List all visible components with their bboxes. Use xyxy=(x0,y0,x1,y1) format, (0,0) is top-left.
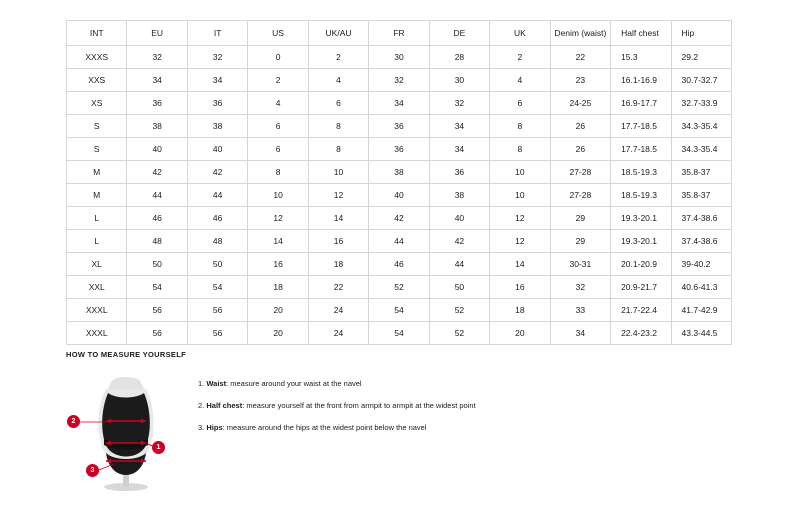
badge-hips: 3 xyxy=(86,464,99,477)
table-cell: 17.7-18.5 xyxy=(611,115,671,138)
table-row xyxy=(67,92,732,115)
mannequin-illustration xyxy=(66,369,186,494)
table-cell: 8 xyxy=(248,161,308,184)
table-row xyxy=(67,322,732,345)
table-cell: 0 xyxy=(248,46,308,69)
measure-note-term: Half chest xyxy=(206,401,243,410)
table-cell: 40 xyxy=(369,184,429,207)
table-cell: 50 xyxy=(187,253,247,276)
table-cell: 8 xyxy=(308,138,368,161)
table-cell: 18.5-19.3 xyxy=(611,184,671,207)
table-cell: 52 xyxy=(429,299,489,322)
table-cell: 32 xyxy=(127,46,187,69)
table-cell: 8 xyxy=(308,115,368,138)
table-cell: 30 xyxy=(429,69,489,92)
table-cell: 24 xyxy=(308,299,368,322)
table-row xyxy=(67,253,732,276)
table-cell: 18 xyxy=(490,299,550,322)
table-cell: 22 xyxy=(550,46,610,69)
table-row xyxy=(67,161,732,184)
table-header-fr: FR xyxy=(369,21,429,46)
table-cell: 34 xyxy=(550,322,610,345)
table-cell: 43.3-44.5 xyxy=(671,322,731,345)
table-cell: 2 xyxy=(308,46,368,69)
table-cell: 16 xyxy=(490,276,550,299)
table-cell: 6 xyxy=(248,115,308,138)
table-cell: 39-40.2 xyxy=(671,253,731,276)
table-cell: 20.9-21.7 xyxy=(611,276,671,299)
table-cell: 34 xyxy=(369,92,429,115)
table-cell: M xyxy=(67,184,127,207)
measure-note-index: 2. xyxy=(198,401,205,410)
table-cell: 34 xyxy=(429,115,489,138)
table-cell: XL xyxy=(67,253,127,276)
measure-notes xyxy=(198,369,476,445)
badge-half-chest: 2 xyxy=(67,415,80,428)
table-header-hip: Hip xyxy=(671,21,731,46)
table-cell: S xyxy=(67,138,127,161)
table-cell: 12 xyxy=(248,207,308,230)
table-cell: 16 xyxy=(308,230,368,253)
table-header-denim-waist: Denim (waist) xyxy=(550,21,610,46)
table-cell: 37.4-38.6 xyxy=(671,230,731,253)
table-header-it: IT xyxy=(187,21,247,46)
table-cell: 41.7-42.9 xyxy=(671,299,731,322)
table-cell: 42 xyxy=(369,207,429,230)
table-cell: 54 xyxy=(187,276,247,299)
measure-note-index: 3. xyxy=(198,423,205,432)
table-cell: 12 xyxy=(490,207,550,230)
table-cell: 19.3-20.1 xyxy=(611,207,671,230)
table-cell: 54 xyxy=(127,276,187,299)
table-cell: 14 xyxy=(248,230,308,253)
table-cell: 22 xyxy=(308,276,368,299)
table-header-de: DE xyxy=(429,21,489,46)
table-cell: XS xyxy=(67,92,127,115)
table-cell: 20.1-20.9 xyxy=(611,253,671,276)
table-cell: 56 xyxy=(127,299,187,322)
table-cell: 2 xyxy=(248,69,308,92)
table-cell: 10 xyxy=(248,184,308,207)
table-cell: 30-31 xyxy=(550,253,610,276)
table-row xyxy=(67,276,732,299)
table-cell: 6 xyxy=(308,92,368,115)
table-row xyxy=(67,46,732,69)
table-cell: 52 xyxy=(369,276,429,299)
table-cell: L xyxy=(67,207,127,230)
size-table-container xyxy=(66,20,732,345)
table-cell: S xyxy=(67,115,127,138)
mannequin-figure xyxy=(66,369,186,494)
table-header-row xyxy=(67,21,732,46)
table-cell: 21.7-22.4 xyxy=(611,299,671,322)
table-row xyxy=(67,207,732,230)
measure-note-text: : measure yourself at the front from armpit to armpit at the widest point xyxy=(242,401,476,410)
table-cell: 16.1-16.9 xyxy=(611,69,671,92)
measure-note xyxy=(198,379,476,388)
table-cell: 42 xyxy=(429,230,489,253)
table-cell: 26 xyxy=(550,138,610,161)
table-row xyxy=(67,115,732,138)
how-to-measure-title: HOW TO MEASURE YOURSELF xyxy=(66,350,186,359)
table-cell: 27-28 xyxy=(550,184,610,207)
table-cell: 26 xyxy=(550,115,610,138)
table-header-us: US xyxy=(248,21,308,46)
size-table-body xyxy=(67,46,732,345)
measure-note-text: : measure around your waist at the navel xyxy=(226,379,362,388)
table-cell: 42 xyxy=(187,161,247,184)
table-cell: M xyxy=(67,161,127,184)
table-cell: 27-28 xyxy=(550,161,610,184)
table-row xyxy=(67,184,732,207)
table-cell: 36 xyxy=(127,92,187,115)
table-cell: 46 xyxy=(369,253,429,276)
table-cell: 32 xyxy=(550,276,610,299)
table-cell: 42 xyxy=(127,161,187,184)
table-cell: 30 xyxy=(369,46,429,69)
table-cell: 44 xyxy=(429,253,489,276)
table-cell: XXL xyxy=(67,276,127,299)
table-cell: 4 xyxy=(490,69,550,92)
table-cell: 18 xyxy=(248,276,308,299)
table-cell: XXXL xyxy=(67,322,127,345)
table-cell: 34.3-35.4 xyxy=(671,138,731,161)
table-cell: 29 xyxy=(550,207,610,230)
table-header-uk-au: UK/AU xyxy=(308,21,368,46)
table-cell: 4 xyxy=(308,69,368,92)
table-cell: XXXL xyxy=(67,299,127,322)
table-cell: 48 xyxy=(127,230,187,253)
table-cell: 44 xyxy=(127,184,187,207)
table-cell: 14 xyxy=(490,253,550,276)
table-cell: 29.2 xyxy=(671,46,731,69)
table-cell: 34 xyxy=(429,138,489,161)
table-cell: 38 xyxy=(429,184,489,207)
table-cell: 4 xyxy=(248,92,308,115)
table-row xyxy=(67,230,732,253)
table-cell: 17.7-18.5 xyxy=(611,138,671,161)
table-cell: 48 xyxy=(187,230,247,253)
table-cell: 8 xyxy=(490,115,550,138)
measure-note-term: Hips xyxy=(206,423,223,432)
measure-note xyxy=(198,401,476,410)
table-cell: 35.8-37 xyxy=(671,184,731,207)
table-cell: 32 xyxy=(429,92,489,115)
table-cell: 20 xyxy=(248,322,308,345)
table-cell: 40 xyxy=(187,138,247,161)
table-cell: 56 xyxy=(127,322,187,345)
table-cell: 40 xyxy=(429,207,489,230)
measure-note-term: Waist xyxy=(206,379,227,388)
table-cell: 46 xyxy=(187,207,247,230)
table-row xyxy=(67,69,732,92)
measure-note-index: 1. xyxy=(198,379,205,388)
table-cell: 56 xyxy=(187,322,247,345)
table-cell: 34 xyxy=(127,69,187,92)
table-cell: 56 xyxy=(187,299,247,322)
table-cell: 20 xyxy=(248,299,308,322)
table-cell: 22.4-23.2 xyxy=(611,322,671,345)
table-cell: 16 xyxy=(248,253,308,276)
table-cell: 46 xyxy=(127,207,187,230)
table-cell: 28 xyxy=(429,46,489,69)
table-cell: 33 xyxy=(550,299,610,322)
table-row xyxy=(67,299,732,322)
table-cell: 35.8-37 xyxy=(671,161,731,184)
how-to-measure-section xyxy=(66,350,732,494)
table-header-eu: EU xyxy=(127,21,187,46)
table-cell: XXXS xyxy=(67,46,127,69)
table-cell: 23 xyxy=(550,69,610,92)
table-cell: 44 xyxy=(369,230,429,253)
table-cell: 10 xyxy=(308,161,368,184)
how-to-measure-body xyxy=(66,369,732,494)
table-cell: XXS xyxy=(67,69,127,92)
table-cell: 10 xyxy=(490,184,550,207)
table-cell: 37.4-38.6 xyxy=(671,207,731,230)
table-cell: 6 xyxy=(490,92,550,115)
table-cell: 38 xyxy=(187,115,247,138)
table-header-half-chest: Half chest xyxy=(611,21,671,46)
table-cell: 36 xyxy=(429,161,489,184)
table-cell: 50 xyxy=(429,276,489,299)
table-cell: 2 xyxy=(490,46,550,69)
table-cell: 24-25 xyxy=(550,92,610,115)
table-cell: 44 xyxy=(187,184,247,207)
table-cell: 18.5-19.3 xyxy=(611,161,671,184)
measure-note-text: : measure around the hips at the widest point below the navel xyxy=(222,423,427,432)
table-cell: 24 xyxy=(308,322,368,345)
size-table xyxy=(66,20,732,345)
table-cell: 34.3-35.4 xyxy=(671,115,731,138)
table-header-int: INT xyxy=(67,21,127,46)
table-cell: 50 xyxy=(127,253,187,276)
table-cell: 16.9-17.7 xyxy=(611,92,671,115)
table-row xyxy=(67,138,732,161)
table-cell: 18 xyxy=(308,253,368,276)
table-cell: 54 xyxy=(369,299,429,322)
size-table-head xyxy=(67,21,732,46)
table-cell: 38 xyxy=(127,115,187,138)
table-cell: 54 xyxy=(369,322,429,345)
table-cell: 8 xyxy=(490,138,550,161)
table-cell: 29 xyxy=(550,230,610,253)
table-cell: 40 xyxy=(127,138,187,161)
table-cell: 6 xyxy=(248,138,308,161)
measure-note xyxy=(198,423,476,432)
table-cell: 32 xyxy=(369,69,429,92)
table-cell: 20 xyxy=(490,322,550,345)
table-cell: 36 xyxy=(369,138,429,161)
table-cell: 14 xyxy=(308,207,368,230)
table-cell: 52 xyxy=(429,322,489,345)
table-cell: 19.3-20.1 xyxy=(611,230,671,253)
table-cell: 15.3 xyxy=(611,46,671,69)
table-cell: 36 xyxy=(187,92,247,115)
table-cell: 12 xyxy=(308,184,368,207)
badge-waist: 1 xyxy=(152,441,165,454)
table-cell: 40.6-41.3 xyxy=(671,276,731,299)
table-cell: 32 xyxy=(187,46,247,69)
table-cell: 34 xyxy=(187,69,247,92)
table-cell: 12 xyxy=(490,230,550,253)
table-cell: 36 xyxy=(369,115,429,138)
table-header-uk: UK xyxy=(490,21,550,46)
table-cell: 30.7-32.7 xyxy=(671,69,731,92)
table-cell: L xyxy=(67,230,127,253)
table-cell: 10 xyxy=(490,161,550,184)
table-cell: 32.7-33.9 xyxy=(671,92,731,115)
table-cell: 38 xyxy=(369,161,429,184)
